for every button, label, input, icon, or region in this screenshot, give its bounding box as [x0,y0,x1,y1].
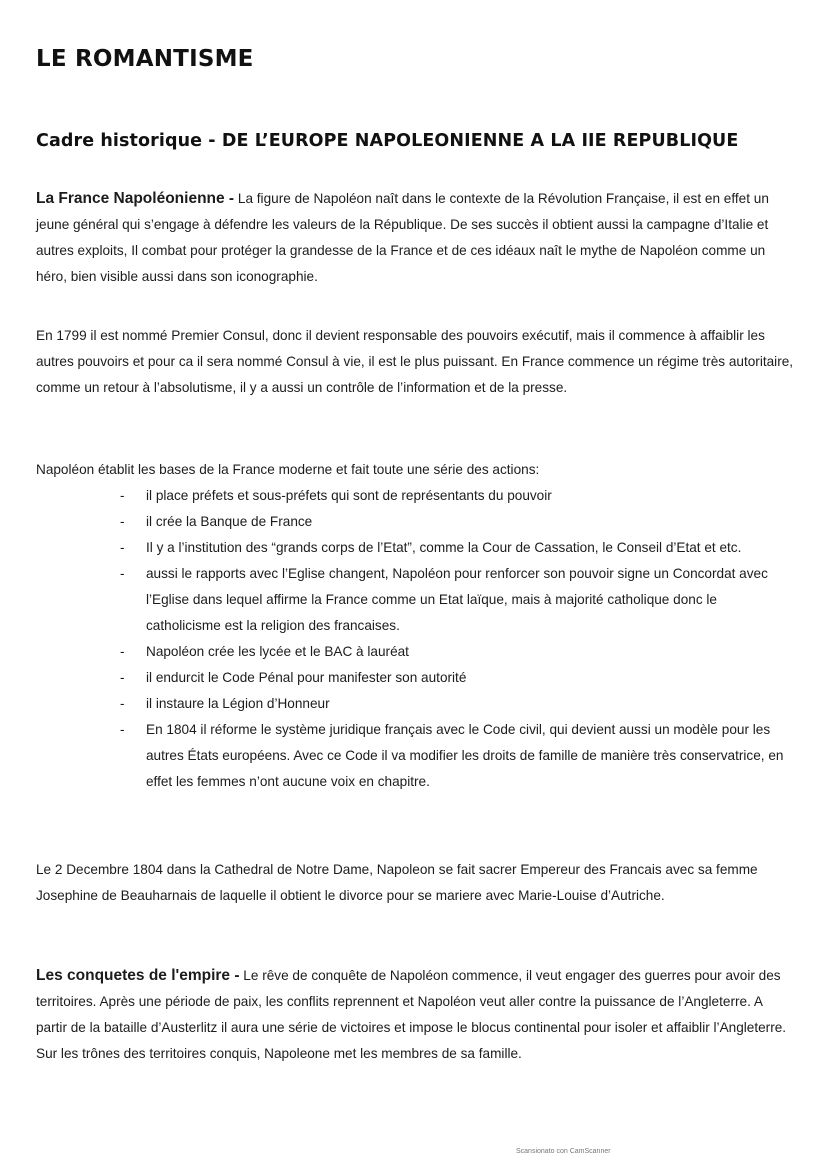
list-item: - En 1804 il réforme le système juridique français avec le Code civil, qui devient aussi un modèle pour les autres États européens. Avec ce Code il va modifier les droits de famille de manière très conservatrice, en effet les femmes n’ont aucune voix en chapitre. [120,717,790,795]
paragraph-actions-intro [36,457,796,483]
bullet-dash: - [120,644,125,659]
list-item: - aussi le rapports avec l’Eglise changent, Napoléon pour renforcer son pouvoir signe un Concordat avec l’Eglise dans lequel affirme la France comme un Etat laïque, mais à majorité catholique donc le catholicisme est la religion des francaises. [120,561,790,639]
paragraph-conquetes [36,963,796,1067]
section-subtitle: Cadre historique - DE L’EUROPE NAPOLEONIENNE A LA IIE REPUBLIQUE [36,131,739,151]
paragraph-text: En 1799 il est nommé Premier Consul, donc il devient responsable des pouvoirs exécutif, mais il commence à affaiblir les autres pouvoirs et pour ca il sera nommé Consul à vie, il est le plus puissant. En France commence un régime très autoritaire, comme un retour à l’absolutisme, il y a aussi un contrôle de l’information et de la presse. [36,328,794,395]
list-item: - il endurcit le Code Pénal pour manifester son autorité [120,665,790,691]
paragraph-sacre [36,857,796,909]
actions-list [120,483,790,795]
paragraph-premier-consul [36,323,796,401]
list-item: - il place préfets et sous-préfets qui sont de représentants du pouvoir [120,483,790,509]
paragraph-text: Le rêve de conquête de Napoléon commence, il veut engager des guerres pour avoir des territoires. Après une période de paix, les conflits reprennent et Napoléon veut aller contre la puissance de l’Angleterre. A partir de la bataille d’Austerlitz il aura une série de victoires et impose le blocus continental pour isoler et affaiblir l’Angleterre. Sur les trônes des territoires conquis, Napoleone met les membres de sa famille. [36,968,787,1061]
bullet-dash: - [120,540,125,555]
paragraph-lead: La France Napoléonienne - [36,190,235,207]
paragraph-text: La figure de Napoléon naît dans le contexte de la Révolution Française, il est en effet un jeune général qui s’engage à défendre les valeurs de la République. De ses succès il obtient aussi la campagne d’Italie et autres exploits, Il combat pour protéger la grandesse de la France et de ces idéaux naît le mythe de Napoléon comme un héro, bien visible aussi dans son iconographie. [36,191,769,284]
paragraph-lead: Les conquetes de l'empire - [36,967,240,984]
bullet-dash: - [120,696,125,711]
bullet-dash: - [120,722,125,737]
list-item: - Il y a l’institution des “grands corps de l’Etat”, comme la Cour de Cassation, le Conseil d’Etat et etc. [120,535,790,561]
paragraph-text: Napoléon établit les bases de la France moderne et fait toute une série des actions: [36,462,540,477]
paragraph-france-napoleonienne [36,186,796,290]
bullet-dash: - [120,566,125,581]
bullet-dash: - [120,488,125,503]
bullet-dash: - [120,670,125,685]
bullet-dash: - [120,514,125,529]
scanner-watermark: Scansionato con CamScanner [516,1148,611,1155]
paragraph-text: Le 2 Decembre 1804 dans la Cathedral de Notre Dame, Napoleon se fait sacrer Empereur des Francais avec sa femme Josephine de Beauharnais de laquelle il obtient le divorce pour se mariere avec Marie-Louise d’Autriche. [36,862,758,903]
list-item: - il crée la Banque de France [120,509,790,535]
document-title: LE ROMANTISME [36,46,254,72]
list-item: - il instaure la Légion d’Honneur [120,691,790,717]
list-item: - Napoléon crée les lycée et le BAC à lauréat [120,639,790,665]
